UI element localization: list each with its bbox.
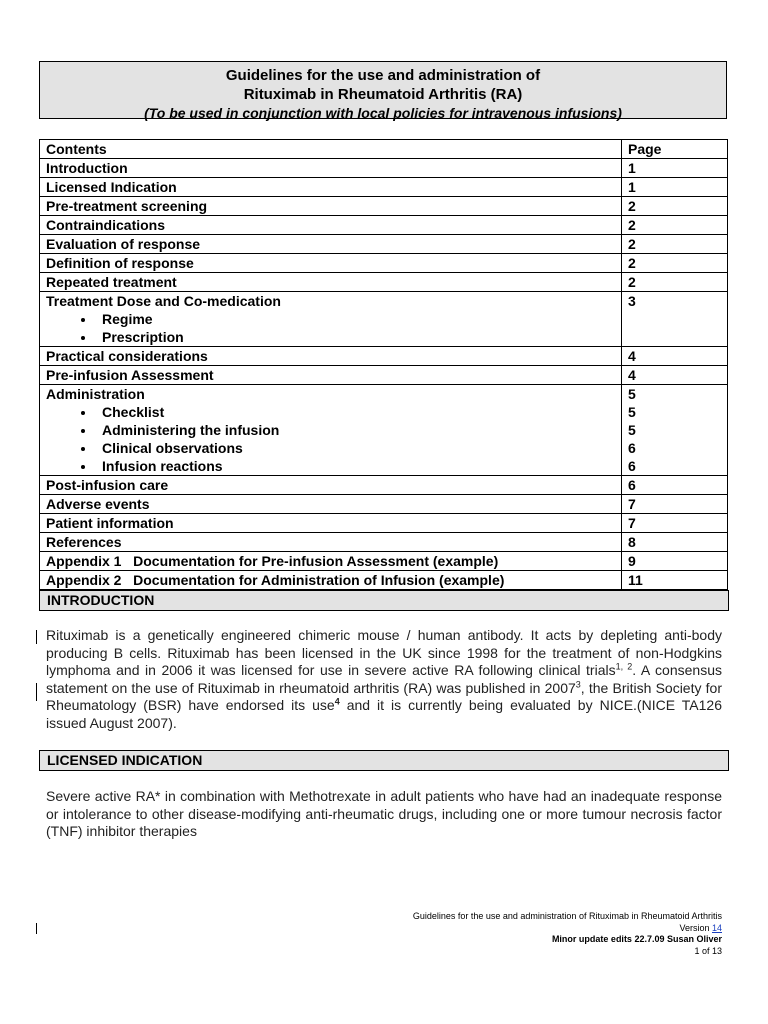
contents-page-cell xyxy=(622,533,728,552)
contents-page-cell xyxy=(622,347,728,366)
contents-page-number: 2 xyxy=(628,255,636,271)
title-subtitle: (To be used in conjunction with local policies for intravenous infusions) xyxy=(144,105,622,121)
contents-sub-page-number: 6 xyxy=(628,458,636,474)
contents-entry-label: Patient information xyxy=(46,515,174,531)
intro-text-1: Rituximab is a genetically engineered chimeric mouse / human antibody. It acts by depleting anti-body producing B cells. Rituximab has been licensed in the UK since 1998 for the treatment of non-Hodgkins lymphoma and in 2006 it was licensed for use in severe active RA following clinical trials xyxy=(46,627,722,678)
contents-page-number: 2 xyxy=(628,236,636,252)
contents-page-cell xyxy=(622,495,728,514)
contents-page-cell xyxy=(622,273,728,292)
contents-entry xyxy=(40,254,622,273)
contents-entry-label: Introduction xyxy=(46,160,128,176)
contents-row xyxy=(40,216,728,235)
contents-entry xyxy=(40,495,622,514)
change-bar xyxy=(36,683,37,701)
contents-entry-label: Administration xyxy=(46,386,145,402)
contents-entry xyxy=(40,385,622,476)
contents-page-cell xyxy=(622,178,728,197)
reference-superscript: 3 xyxy=(575,678,581,689)
contents-row xyxy=(40,552,728,571)
contents-entry xyxy=(40,235,622,254)
reference-superscript: 1, 2 xyxy=(615,661,633,672)
contents-entry xyxy=(40,197,622,216)
contents-page-number: 8 xyxy=(628,534,636,550)
licensed-indication-paragraph: Severe active RA* in combination with Methotrexate in adult patients who have had an inadequate response or intolerance to other disease-modifying anti-rheumatic drugs, including one or more tumour necrosis factor (TNF) inhibitor therapies xyxy=(46,788,722,839)
contents-page-cell xyxy=(622,552,728,571)
contents-page-number: 4 xyxy=(628,348,636,364)
contents-page-number: 6 xyxy=(628,477,636,493)
contents-row xyxy=(40,197,728,216)
intro-text-4: and it is currently being evaluated by NICE.(NICE TA126 issued August 2007). xyxy=(46,697,722,731)
page-footer xyxy=(413,911,722,957)
contents-page-number: 4 xyxy=(628,367,636,383)
contents-sub-item: • Prescription xyxy=(96,328,615,346)
contents-sub-item: • Checklist xyxy=(96,403,615,421)
intro-text-3: , the British Society for Rheumatology (BSR) have endorsed its use xyxy=(46,679,722,713)
contents-row xyxy=(40,178,728,197)
contents-entry-label: References xyxy=(46,534,122,550)
change-bar xyxy=(36,630,37,644)
title-line-2: Rituximab in Rheumatoid Arthritis (RA) xyxy=(243,86,523,103)
contents-entry-label: Definition of response xyxy=(46,255,194,271)
contents-page-number: 9 xyxy=(628,553,636,569)
contents-row xyxy=(40,159,728,178)
contents-entry-label: Appendix 1 Documentation for Pre-infusion Assessment (example) xyxy=(46,553,499,569)
contents-entry-label: Repeated treatment xyxy=(46,274,177,290)
contents-page-number: 1 xyxy=(628,179,636,195)
contents-page-number: 11 xyxy=(628,572,643,588)
contents-entry-label: Adverse events xyxy=(46,496,150,512)
contents-sub-page-number: 6 xyxy=(628,440,636,456)
contents-entry-label: Treatment Dose and Co-medication xyxy=(46,293,281,309)
contents-page-cell xyxy=(622,197,728,216)
contents-sub-list xyxy=(46,310,615,346)
footer-page-number: 1 of 13 xyxy=(694,945,722,956)
contents-entry-label: Practical considerations xyxy=(46,348,208,364)
contents-entry-label: Post-infusion care xyxy=(46,477,169,493)
contents-row xyxy=(40,476,728,495)
contents-entry xyxy=(40,216,622,235)
contents-row xyxy=(40,385,728,476)
contents-entry xyxy=(40,347,622,366)
contents-sub-item: • Regime xyxy=(96,310,615,328)
contents-page-cell xyxy=(622,366,728,385)
change-bar xyxy=(36,923,37,934)
contents-page-cell xyxy=(622,254,728,273)
contents-row xyxy=(40,235,728,254)
contents-entry xyxy=(40,571,622,590)
contents-page-cell xyxy=(622,292,728,347)
contents-sub-page-number: 5 xyxy=(628,404,636,420)
contents-entry xyxy=(40,159,622,178)
reference-superscript: 4 xyxy=(334,696,340,707)
contents-row xyxy=(40,571,728,590)
contents-entry-label: Pre-treatment screening xyxy=(46,198,208,214)
licensed-indication-heading: LICENSED INDICATION xyxy=(39,750,729,771)
contents-entry xyxy=(40,273,622,292)
footer-update-note: Minor update edits 22.7.09 Susan Oliver xyxy=(551,934,722,944)
introduction-paragraph xyxy=(46,627,722,732)
contents-entry-label: Contraindications xyxy=(46,217,166,233)
title-line-1: Guidelines for the use and administration of xyxy=(225,67,541,84)
contents-page-cell xyxy=(622,159,728,178)
contents-page-cell xyxy=(622,476,728,495)
contents-sub-item: • Infusion reactions xyxy=(96,457,615,475)
contents-entry xyxy=(40,552,622,571)
contents-page-number: 7 xyxy=(628,496,636,512)
contents-row xyxy=(40,366,728,385)
contents-page-number: 2 xyxy=(628,198,636,214)
contents-entry xyxy=(40,292,622,347)
footer-title: Guidelines for the use and administration of Rituximab in Rheumatoid Arthritis xyxy=(412,911,722,921)
contents-entry-label: Appendix 2 Documentation for Administration of Infusion (example) xyxy=(46,572,505,588)
contents-entry-label: Evaluation of response xyxy=(46,236,201,252)
contents-sub-list xyxy=(46,403,615,475)
contents-page-number: 1 xyxy=(628,160,636,176)
contents-row xyxy=(40,254,728,273)
contents-entry xyxy=(40,178,622,197)
contents-page-number: 7 xyxy=(628,515,636,531)
contents-row xyxy=(40,292,728,347)
contents-row xyxy=(40,347,728,366)
contents-page-number: 2 xyxy=(628,217,636,233)
contents-page-cell xyxy=(622,216,728,235)
contents-page-number: 3 xyxy=(628,293,636,309)
contents-page-cell xyxy=(622,514,728,533)
footer-version: Version 14 xyxy=(679,922,722,933)
contents-sub-item: • Clinical observations xyxy=(96,439,615,457)
version-number-link[interactable]: 14 xyxy=(711,922,722,933)
contents-table xyxy=(39,139,728,590)
contents-entry xyxy=(40,533,622,552)
contents-page-number: 2 xyxy=(628,274,636,290)
contents-page-number: 5 xyxy=(628,386,636,402)
page-header: Page xyxy=(622,140,728,159)
contents-entry xyxy=(40,514,622,533)
document-title-box xyxy=(39,61,727,119)
contents-entry-label: Pre-infusion Assessment xyxy=(46,367,214,383)
contents-entry xyxy=(40,366,622,385)
contents-row xyxy=(40,495,728,514)
contents-header: Contents xyxy=(40,140,622,159)
contents-page-cell xyxy=(622,235,728,254)
contents-row xyxy=(40,273,728,292)
contents-header-row xyxy=(40,140,728,159)
introduction-heading: INTRODUCTION xyxy=(39,590,729,611)
contents-row xyxy=(40,533,728,552)
contents-entry xyxy=(40,476,622,495)
contents-page-cell xyxy=(622,385,728,476)
contents-sub-item: • Administering the infusion xyxy=(96,421,615,439)
contents-page-cell xyxy=(622,571,728,590)
contents-row xyxy=(40,514,728,533)
intro-text-2: . A consensus statement on the use of Rituximab in rheumatoid arthritis (RA) was published in 2007 xyxy=(46,662,722,696)
contents-entry-label: Licensed Indication xyxy=(46,179,177,195)
contents-sub-page-number: 5 xyxy=(628,422,636,438)
